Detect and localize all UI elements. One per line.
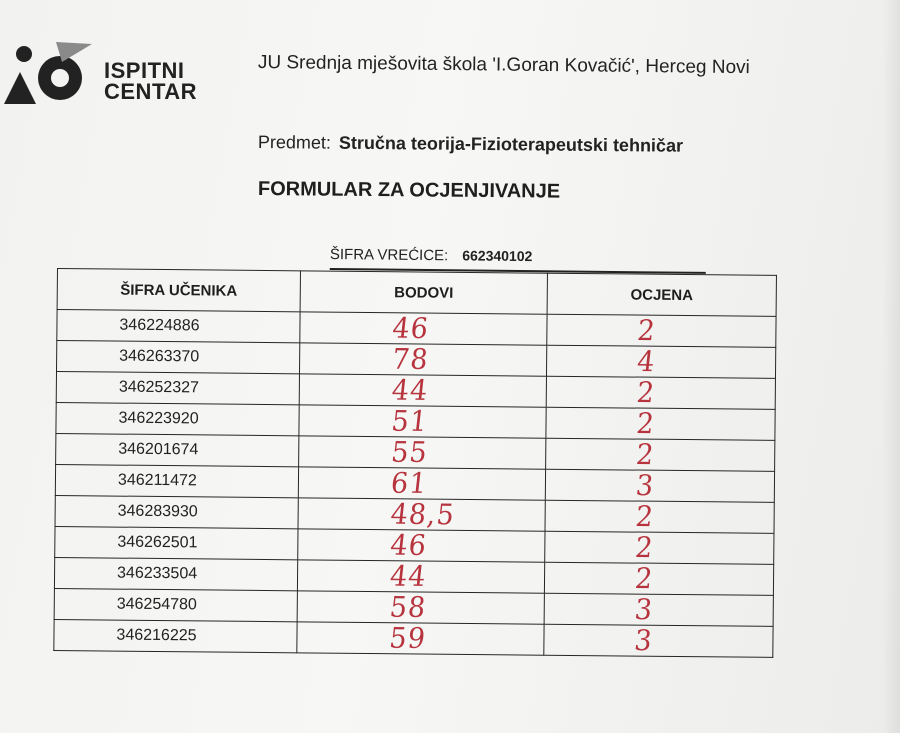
points-value: 59 <box>387 621 428 655</box>
student-code: 346211472 <box>55 464 298 497</box>
grade-cell <box>544 623 773 658</box>
points-cell <box>299 435 546 470</box>
student-code: 346252327 <box>56 372 299 405</box>
grade-value: 2 <box>633 530 656 564</box>
grade-value: 3 <box>633 592 655 626</box>
header-grade: OCJENA <box>547 273 776 316</box>
grade-value: 3 <box>634 468 656 502</box>
grade-cell <box>545 530 774 565</box>
header-student-code: ŠIFRA UČENIKA <box>57 269 300 312</box>
grade-cell <box>546 375 775 410</box>
grade-value: 2 <box>635 313 658 347</box>
paper-shadow <box>882 0 900 733</box>
header-points: BODOVI <box>300 271 547 314</box>
form-title: FORMULAR ZA OCJENJIVANJE <box>257 178 561 203</box>
subject-label: Predmet: <box>257 132 332 153</box>
points-value: 61 <box>389 466 430 500</box>
school-name: JU Srednja mješovita škola 'I.Goran Kovačić', Herceg Novi <box>257 52 750 79</box>
subject-value: Stručna teorija-Fizioterapeutski tehničar <box>338 132 684 156</box>
points-value: 48,5 <box>388 497 457 531</box>
grade-value: 3 <box>632 623 655 657</box>
grading-table <box>53 268 777 658</box>
points-value: 44 <box>390 373 431 407</box>
table-header-row <box>57 269 776 317</box>
points-value: 46 <box>390 311 431 345</box>
student-code: 346223920 <box>56 402 299 435</box>
subject-line <box>258 132 683 157</box>
grade-cell <box>546 437 775 472</box>
points-value: 46 <box>388 528 429 562</box>
points-cell <box>300 311 547 346</box>
bag-code-line <box>330 246 706 274</box>
student-code: 346263370 <box>57 341 300 374</box>
grade-value: 2 <box>633 499 656 533</box>
grade-cell <box>546 344 775 379</box>
points-cell <box>297 590 544 625</box>
grade-value: 2 <box>635 375 657 409</box>
points-cell <box>299 342 546 377</box>
points-cell <box>297 559 544 594</box>
grade-value: 2 <box>634 437 657 471</box>
points-cell <box>298 497 545 532</box>
student-code: 346224886 <box>57 310 300 343</box>
points-value: 51 <box>389 404 430 438</box>
student-code: 346201674 <box>56 433 299 466</box>
bag-code-label: ŠIFRA VREĆICE: <box>329 246 449 265</box>
grade-cell <box>544 592 773 627</box>
points-cell <box>298 528 545 563</box>
points-value: 44 <box>388 559 429 593</box>
table-row <box>54 619 773 657</box>
points-cell <box>299 373 546 408</box>
points-value: 58 <box>388 590 428 624</box>
grade-cell <box>545 468 774 503</box>
logo-line-2: CENTAR <box>104 79 198 104</box>
points-cell <box>297 621 544 656</box>
logo-line-1: ISPITNI <box>104 58 185 83</box>
student-code: 346262501 <box>55 526 298 559</box>
grade-cell <box>545 499 774 534</box>
grade-cell <box>544 561 773 596</box>
points-value: 55 <box>389 435 430 469</box>
grade-cell <box>546 406 775 441</box>
grade-cell <box>547 313 776 348</box>
bag-code-value: 662340102 <box>462 247 533 265</box>
student-code: 346254780 <box>54 588 297 621</box>
points-cell <box>299 404 546 439</box>
grade-value: 2 <box>634 406 657 440</box>
points-value: 78 <box>390 342 431 376</box>
student-code: 346216225 <box>54 619 297 652</box>
points-cell <box>298 466 545 501</box>
student-code: 346233504 <box>54 557 297 590</box>
grade-value: 4 <box>635 344 658 378</box>
student-code: 346283930 <box>55 495 298 528</box>
grade-value: 2 <box>633 561 656 595</box>
